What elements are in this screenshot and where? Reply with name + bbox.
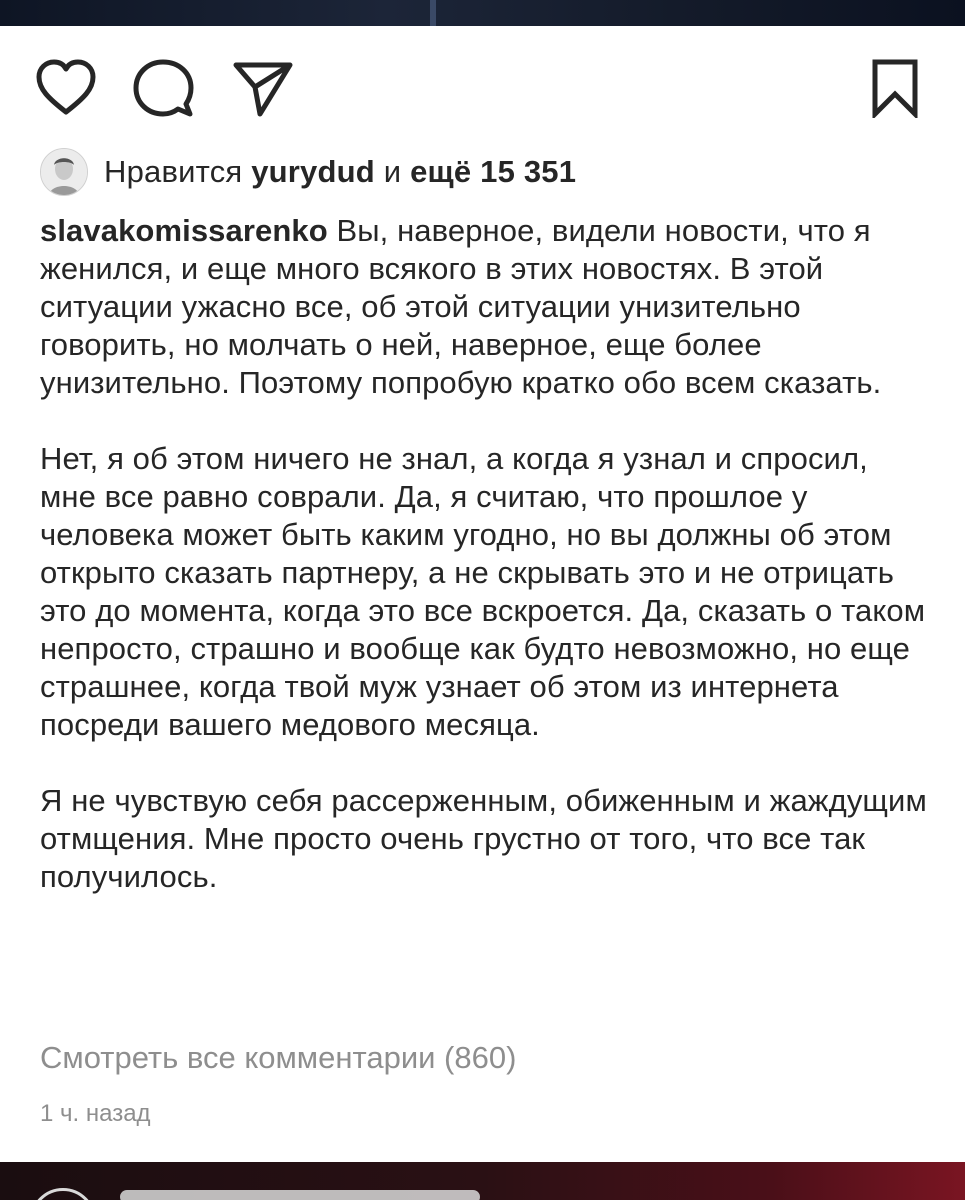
post-action-bar <box>0 58 965 120</box>
paper-plane-icon[interactable] <box>232 60 294 118</box>
liker-username[interactable]: yurydud <box>251 154 375 189</box>
caption-text-1: Вы, наверное, видели новости, что я женился, и еще много всякого в этих новостях. В этой ситуации ужасно все, об этой ситуации унизительно говорить, но молчать о ней, наверное, еще более унизительно. Поэтому попробую кратко обо всем сказать. <box>40 213 882 400</box>
post-caption <box>40 212 930 896</box>
caption-paragraph-1 <box>40 212 930 402</box>
likes-count[interactable]: ещё 15 351 <box>410 154 577 189</box>
next-post-avatar[interactable] <box>30 1188 96 1200</box>
post-timestamp: 1 ч. назад <box>40 1100 151 1127</box>
person-avatar-icon <box>41 149 87 195</box>
caption-paragraph-3: Я не чувствую себя рассерженным, обиженным и жаждущим отмщения. Мне просто очень грустно от того, что все так получилось. <box>40 783 927 894</box>
caption-username[interactable]: slavakomissarenko <box>40 213 328 248</box>
likes-summary[interactable] <box>40 148 576 196</box>
likes-conjunction: и <box>383 154 402 189</box>
likes-prefix: Нравится <box>104 154 243 189</box>
liker-avatar[interactable] <box>40 148 88 196</box>
comment-icon[interactable] <box>132 58 194 120</box>
previous-post-media-strip <box>0 0 965 26</box>
bookmark-icon[interactable] <box>870 58 920 118</box>
next-post-username-placeholder <box>120 1190 480 1200</box>
heart-icon[interactable] <box>34 58 98 118</box>
caption-paragraph-2: Нет, я об этом ничего не знал, а когда я узнал и спросил, мне все равно соврали. Да, я считаю, что прошлое у человека может быть каким угодно, но вы должны об этом открыто сказать партнеру, а не скрывать это и не отрицать это до момента, когда это все вскроется. Да, сказать о таком непросто, страшно и вообще как будто невозможно, но еще страшнее, когда твой муж узнает об этом из интернета посреди вашего медового месяца. <box>40 441 926 742</box>
view-all-comments-link[interactable]: Смотреть все комментарии (860) <box>40 1040 517 1075</box>
next-post-header <box>0 1162 965 1200</box>
likes-text <box>104 154 576 190</box>
